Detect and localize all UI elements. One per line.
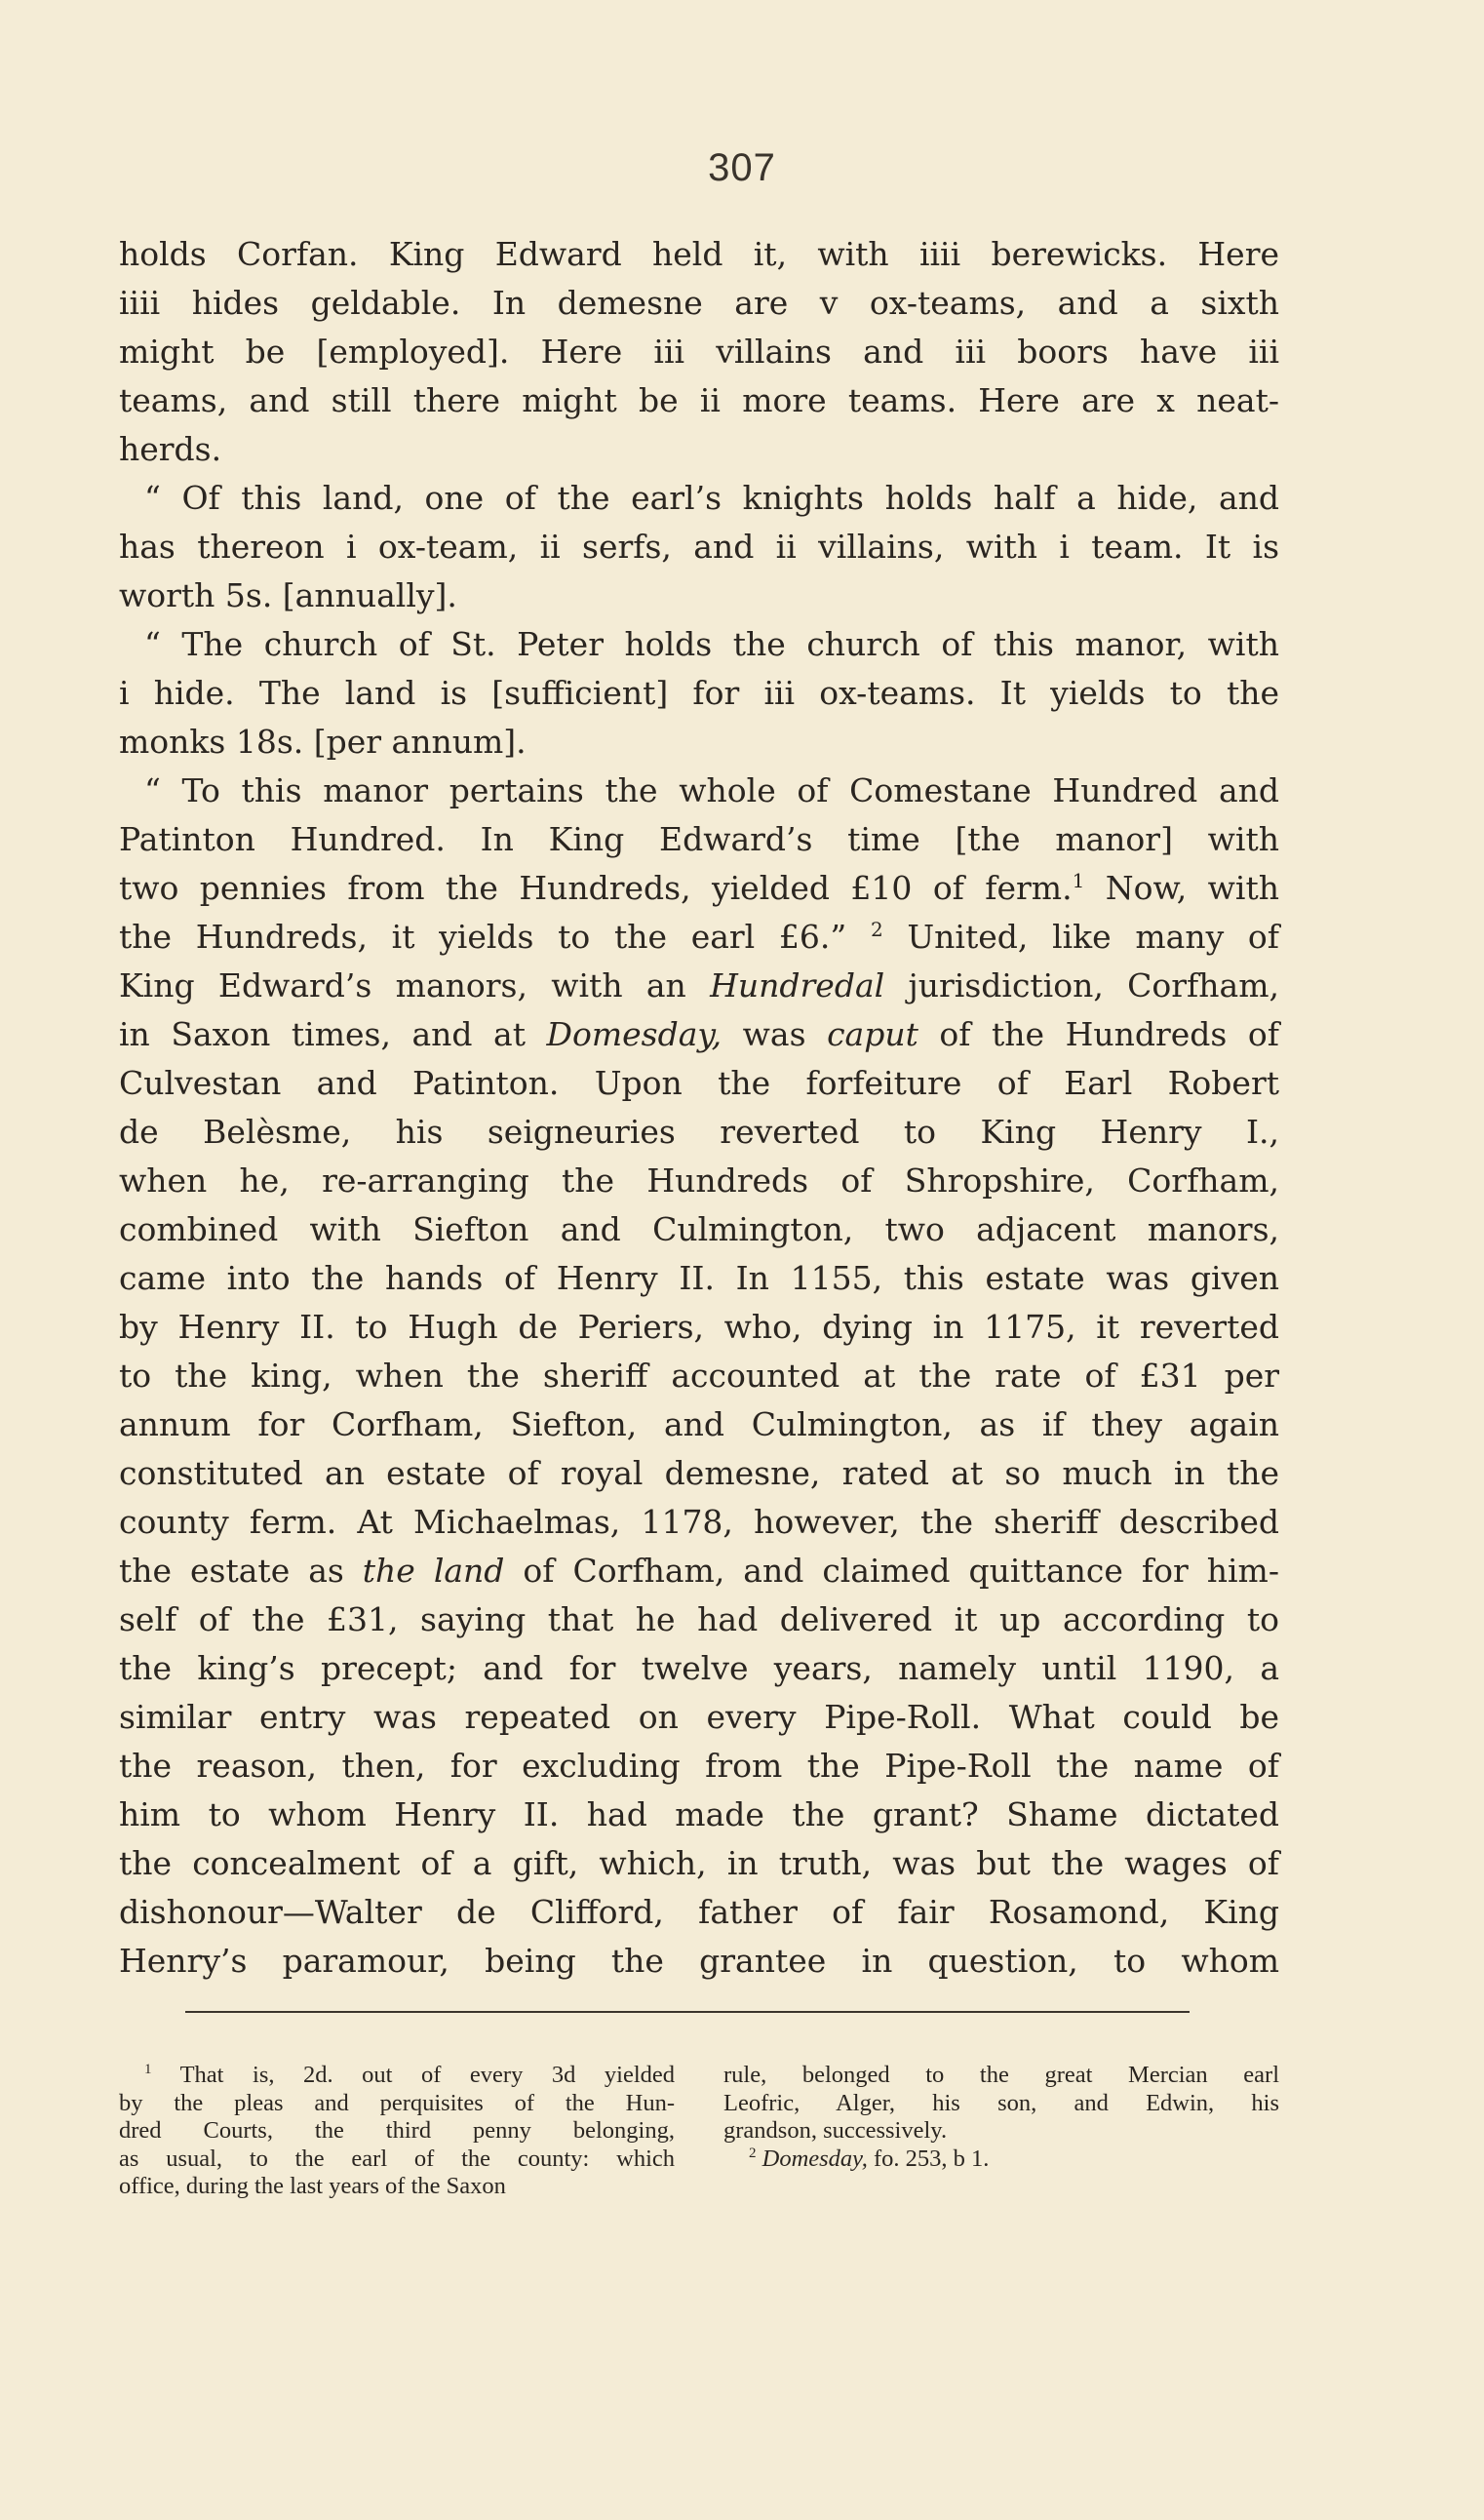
text-segment: King Edward’s manors, with an xyxy=(119,966,686,1004)
text-line: iiii hides geldable. In demesne are v ox-teams, and a sixth xyxy=(119,284,1279,322)
text-line: monks 18s. [per annum]. xyxy=(119,723,527,761)
text-segment: in Saxon times, and at xyxy=(119,1015,526,1053)
footnote-line: as usual, to the earl of the county: which xyxy=(119,2145,675,2172)
italic-term: the land xyxy=(362,1552,505,1590)
text-line: combined with Siefton and Culmington, two adjacent manors, xyxy=(119,1210,1279,1248)
text-line: when he, re-arranging the Hundreds of Shropshire, Corfham, xyxy=(119,1162,1279,1200)
footnote-line: dred Courts, the third penny belonging, xyxy=(119,2117,675,2144)
text-line: by Henry II. to Hugh de Periers, who, dying in 1175, it reverted xyxy=(119,1308,1279,1346)
text-segment: Now, with xyxy=(1084,869,1279,907)
footnote-mark-2: 2 xyxy=(870,918,883,941)
footnote-column-right xyxy=(723,2062,1279,2173)
footnote-line: grandson, successively. xyxy=(723,2117,948,2144)
text-segment: was xyxy=(722,1015,828,1053)
text-line: Culvestan and Patinton. Upon the forfeiture of Earl Robert xyxy=(119,1064,1279,1102)
footnote-column-left xyxy=(119,2062,675,2201)
text-line: annum for Corfham, Siefton, and Culmington, as if they again xyxy=(119,1405,1279,1443)
text-line: county ferm. At Michaelmas, 1178, however, the sheriff described xyxy=(119,1503,1279,1541)
text-line: teams, and still there might be ii more teams. Here are x neat- xyxy=(119,381,1279,419)
text-line: holds Corfan. King Edward held it, with iiii berewicks. Here xyxy=(119,235,1279,273)
text-line: the reason, then, for excluding from the Pipe-Roll the name of xyxy=(119,1747,1279,1785)
text-line: de Belèsme, his seigneuries reverted to King Henry I., xyxy=(119,1113,1279,1151)
text-segment: of the Hundreds of xyxy=(918,1015,1279,1053)
italic-term: Domesday, xyxy=(546,1015,722,1053)
text-line: the king’s precept; and for twelve years, namely until 1190, a xyxy=(119,1649,1279,1687)
text-line: “ To this manor pertains the whole of Comestane Hundred and xyxy=(144,771,1279,809)
text-line: Henry’s paramour, being the grantee in question, to whom xyxy=(119,1942,1279,1980)
text-segment: of Corfham, and claimed quittance for him- xyxy=(504,1552,1279,1590)
text-line: him to whom Henry II. had made the grant? Shame dictated xyxy=(119,1795,1279,1833)
text-segment: the Hundreds, it yields to the earl £6.” xyxy=(119,918,847,956)
text-line xyxy=(119,864,1279,913)
text-line xyxy=(119,962,1279,1010)
text-line: might be [employed]. Here iii villains and iii boors have iii xyxy=(119,333,1279,371)
text-line: dishonour—Walter de Clifford, father of fair Rosamond, King xyxy=(119,1893,1279,1931)
text-line: “ The church of St. Peter holds the church of this manor, with xyxy=(144,625,1279,663)
text-line xyxy=(119,913,1279,962)
footnote-line: office, during the last years of the Saxon xyxy=(119,2173,506,2199)
text-segment: jurisdiction, Corfham, xyxy=(884,966,1279,1004)
footnote-line xyxy=(119,2062,675,2090)
text-segment: That is, 2d. out of every 3d yielded xyxy=(179,2062,675,2088)
footnote-mark: 1 xyxy=(144,2062,152,2077)
text-line: worth 5s. [annually]. xyxy=(119,576,457,614)
text-line: Patinton Hundred. In King Edward’s time [the manor] with xyxy=(119,820,1279,858)
page-number: 307 xyxy=(708,146,776,189)
footnote-mark: 2 xyxy=(749,2145,757,2161)
italic-term: Hundredal xyxy=(710,966,885,1004)
italic-term: caput xyxy=(827,1015,918,1053)
text-line: constituted an estate of royal demesne, rated at so much in the xyxy=(119,1454,1279,1492)
text-segment: United, like many of xyxy=(882,918,1279,956)
main-text xyxy=(119,230,1279,1986)
text-line: “ Of this land, one of the earl’s knights holds half a hide, and xyxy=(144,479,1279,517)
text-line xyxy=(119,1010,1279,1059)
text-segment: the estate as xyxy=(119,1552,344,1590)
text-line: i hide. The land is [sufficient] for iii ox-teams. It yields to the xyxy=(119,674,1279,712)
footnote-mark-1: 1 xyxy=(1072,869,1085,892)
footnote-line xyxy=(723,2146,1279,2174)
footnote-line: by the pleas and perquisites of the Hun- xyxy=(119,2089,675,2116)
text-line xyxy=(119,1547,1279,1595)
footnote-line: Leofric, Alger, his son, and Edwin, his xyxy=(723,2089,1279,2116)
footnote-divider xyxy=(185,2011,1190,2013)
text-line: similar entry was repeated on every Pipe-Roll. What could be xyxy=(119,1698,1279,1736)
text-line: the concealment of a gift, which, in truth, was but the wages of xyxy=(119,1844,1279,1882)
text-line: self of the £31, saying that he had delivered it up according to xyxy=(119,1600,1279,1638)
text-line: herds. xyxy=(119,430,222,468)
text-line: came into the hands of Henry II. In 1155, this estate was given xyxy=(119,1259,1279,1297)
footnote-line: rule, belonged to the great Mercian earl xyxy=(723,2062,1279,2088)
text-line: to the king, when the sheriff accounted at the rate of £31 per xyxy=(119,1357,1279,1395)
italic-term: Domesday, xyxy=(762,2145,868,2172)
text-line: has thereon i ox-team, ii serfs, and ii villains, with i team. It is xyxy=(119,528,1279,566)
text-segment: fo. 253, b 1. xyxy=(867,2145,990,2172)
text-segment: two pennies from the Hundreds, yielded £10 of ferm. xyxy=(119,869,1073,907)
